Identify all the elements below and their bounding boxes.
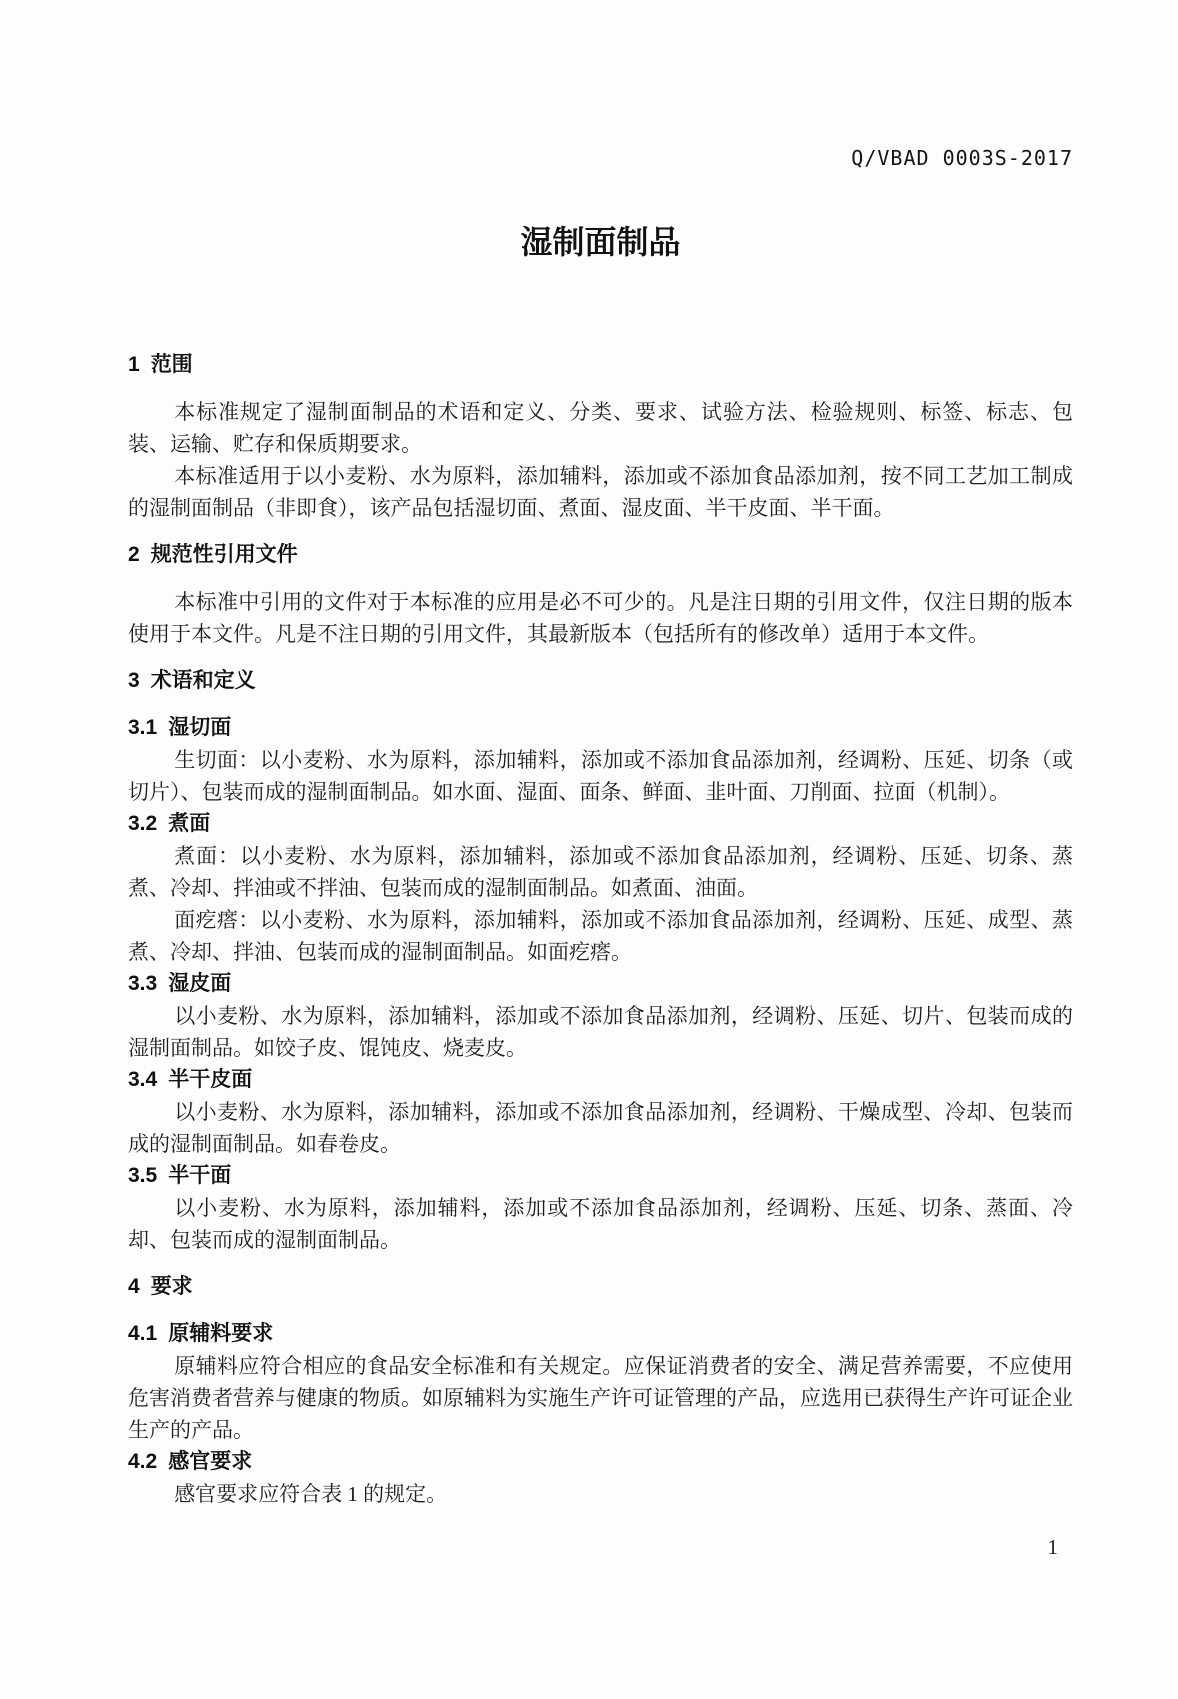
subsection-heading — [128, 712, 1073, 744]
section-number: 2 — [128, 543, 140, 566]
subsection-sensory-requirements — [128, 1446, 1073, 1510]
subsection-title: 湿皮面 — [168, 972, 232, 995]
section-scope — [128, 349, 1073, 524]
paragraph: 本标准规定了湿制面制品的术语和定义、分类、要求、试验方法、检验规则、标签、标志、包装、运输、贮存和保质期要求。 — [128, 400, 1073, 456]
section-title: 要求 — [150, 1275, 193, 1298]
section-number: 1 — [128, 353, 140, 376]
section-requirements — [128, 1271, 1073, 1510]
subsection-number: 4.2 — [128, 1450, 158, 1473]
section-title: 范围 — [150, 353, 193, 376]
standard-number: Q/VBAD 0003S-2017 — [851, 146, 1073, 170]
section-heading — [128, 665, 1073, 697]
paragraph: 煮面：以小麦粉、水为原料，添加辅料，添加或不添加食品添加剂，经调粉、压延、切条、蒸煮、冷却、拌油或不拌油、包装而成的湿制面制品。如煮面、油面。 — [128, 844, 1073, 900]
subsection-title: 感官要求 — [168, 1450, 253, 1473]
subsection-wet-cut-noodles — [128, 712, 1073, 808]
subsection-heading — [128, 808, 1073, 840]
subsection-title: 半干面 — [168, 1164, 232, 1187]
subsection-heading — [128, 1160, 1073, 1192]
subsection-title: 湿切面 — [168, 716, 232, 739]
section-heading — [128, 1271, 1073, 1303]
page-title: 湿制面制品 — [520, 224, 681, 260]
paragraph: 面疙瘩：以小麦粉、水为原料，添加辅料，添加或不添加食品添加剂，经调粉、压延、成型、蒸煮、冷却、拌油、包装而成的湿制面制品。如面疙瘩。 — [128, 908, 1073, 964]
paragraph: 本标准适用于以小麦粉、水为原料，添加辅料，添加或不添加食品添加剂，按不同工艺加工制成的湿制面制品（非即食），该产品包括湿切面、煮面、湿皮面、半干皮面、半干面。 — [128, 464, 1073, 520]
subsection-semi-dry-wrapper-sheets — [128, 1064, 1073, 1160]
paragraph: 原辅料应符合相应的食品安全标准和有关规定。应保证消费者的安全、满足营养需要，不应使用危害消费者营养与健康的物质。如原辅料为实施生产许可证管理的产品，应选用已获得生产许可证企业生产的产品。 — [128, 1354, 1073, 1442]
document-body — [128, 334, 1073, 1510]
paragraph: 以小麦粉、水为原料，添加辅料，添加或不添加食品添加剂，经调粉、干燥成型、冷却、包装而成的湿制面制品。如春卷皮。 — [128, 1100, 1073, 1156]
subsection-number: 3.1 — [128, 716, 158, 739]
subsection-semi-dry-noodles — [128, 1160, 1073, 1256]
paragraph: 感官要求应符合表 1 的规定。 — [174, 1482, 448, 1506]
subsection-heading — [128, 968, 1073, 1000]
subsection-number: 4.1 — [128, 1322, 158, 1345]
subsection-heading — [128, 1318, 1073, 1350]
subsection-number: 3.2 — [128, 812, 158, 835]
section-title: 规范性引用文件 — [150, 543, 298, 566]
paragraph: 以小麦粉、水为原料，添加辅料，添加或不添加食品添加剂，经调粉、压延、切条、蒸面、冷却、包装而成的湿制面制品。 — [128, 1196, 1073, 1252]
subsection-title: 煮面 — [168, 812, 211, 835]
subsection-heading — [128, 1446, 1073, 1478]
paragraph: 本标准中引用的文件对于本标准的应用是必不可少的。凡是注日期的引用文件，仅注日期的版本使用于本文件。凡是不注日期的引用文件，其最新版本（包括所有的修改单）适用于本文件。 — [128, 590, 1073, 646]
subsection-heading — [128, 1064, 1073, 1096]
section-title: 术语和定义 — [150, 669, 256, 692]
subsection-number: 3.5 — [128, 1164, 158, 1187]
section-terms-definitions — [128, 665, 1073, 1256]
section-normative-references — [128, 539, 1073, 650]
subsection-raw-material-requirements — [128, 1318, 1073, 1446]
paragraph: 以小麦粉、水为原料，添加辅料，添加或不添加食品添加剂，经调粉、压延、切片、包装而成的湿制面制品。如饺子皮、馄饨皮、烧麦皮。 — [128, 1004, 1073, 1060]
section-heading — [128, 539, 1073, 571]
subsection-boiled-noodles — [128, 808, 1073, 968]
paragraph: 生切面：以小麦粉、水为原料，添加辅料，添加或不添加食品添加剂，经调粉、压延、切条（或切片）、包装而成的湿制面制品。如水面、湿面、面条、鲜面、韭叶面、刀削面、拉面（机制）。 — [128, 748, 1073, 804]
subsection-title: 原辅料要求 — [168, 1322, 274, 1345]
section-number: 3 — [128, 669, 140, 692]
page-number: 1 — [1047, 1535, 1058, 1559]
section-number: 4 — [128, 1275, 140, 1298]
section-heading — [128, 349, 1073, 381]
subsection-wet-wrapper-sheets — [128, 968, 1073, 1064]
subsection-number: 3.3 — [128, 972, 158, 995]
subsection-number: 3.4 — [128, 1068, 158, 1091]
subsection-title: 半干皮面 — [168, 1068, 253, 1091]
